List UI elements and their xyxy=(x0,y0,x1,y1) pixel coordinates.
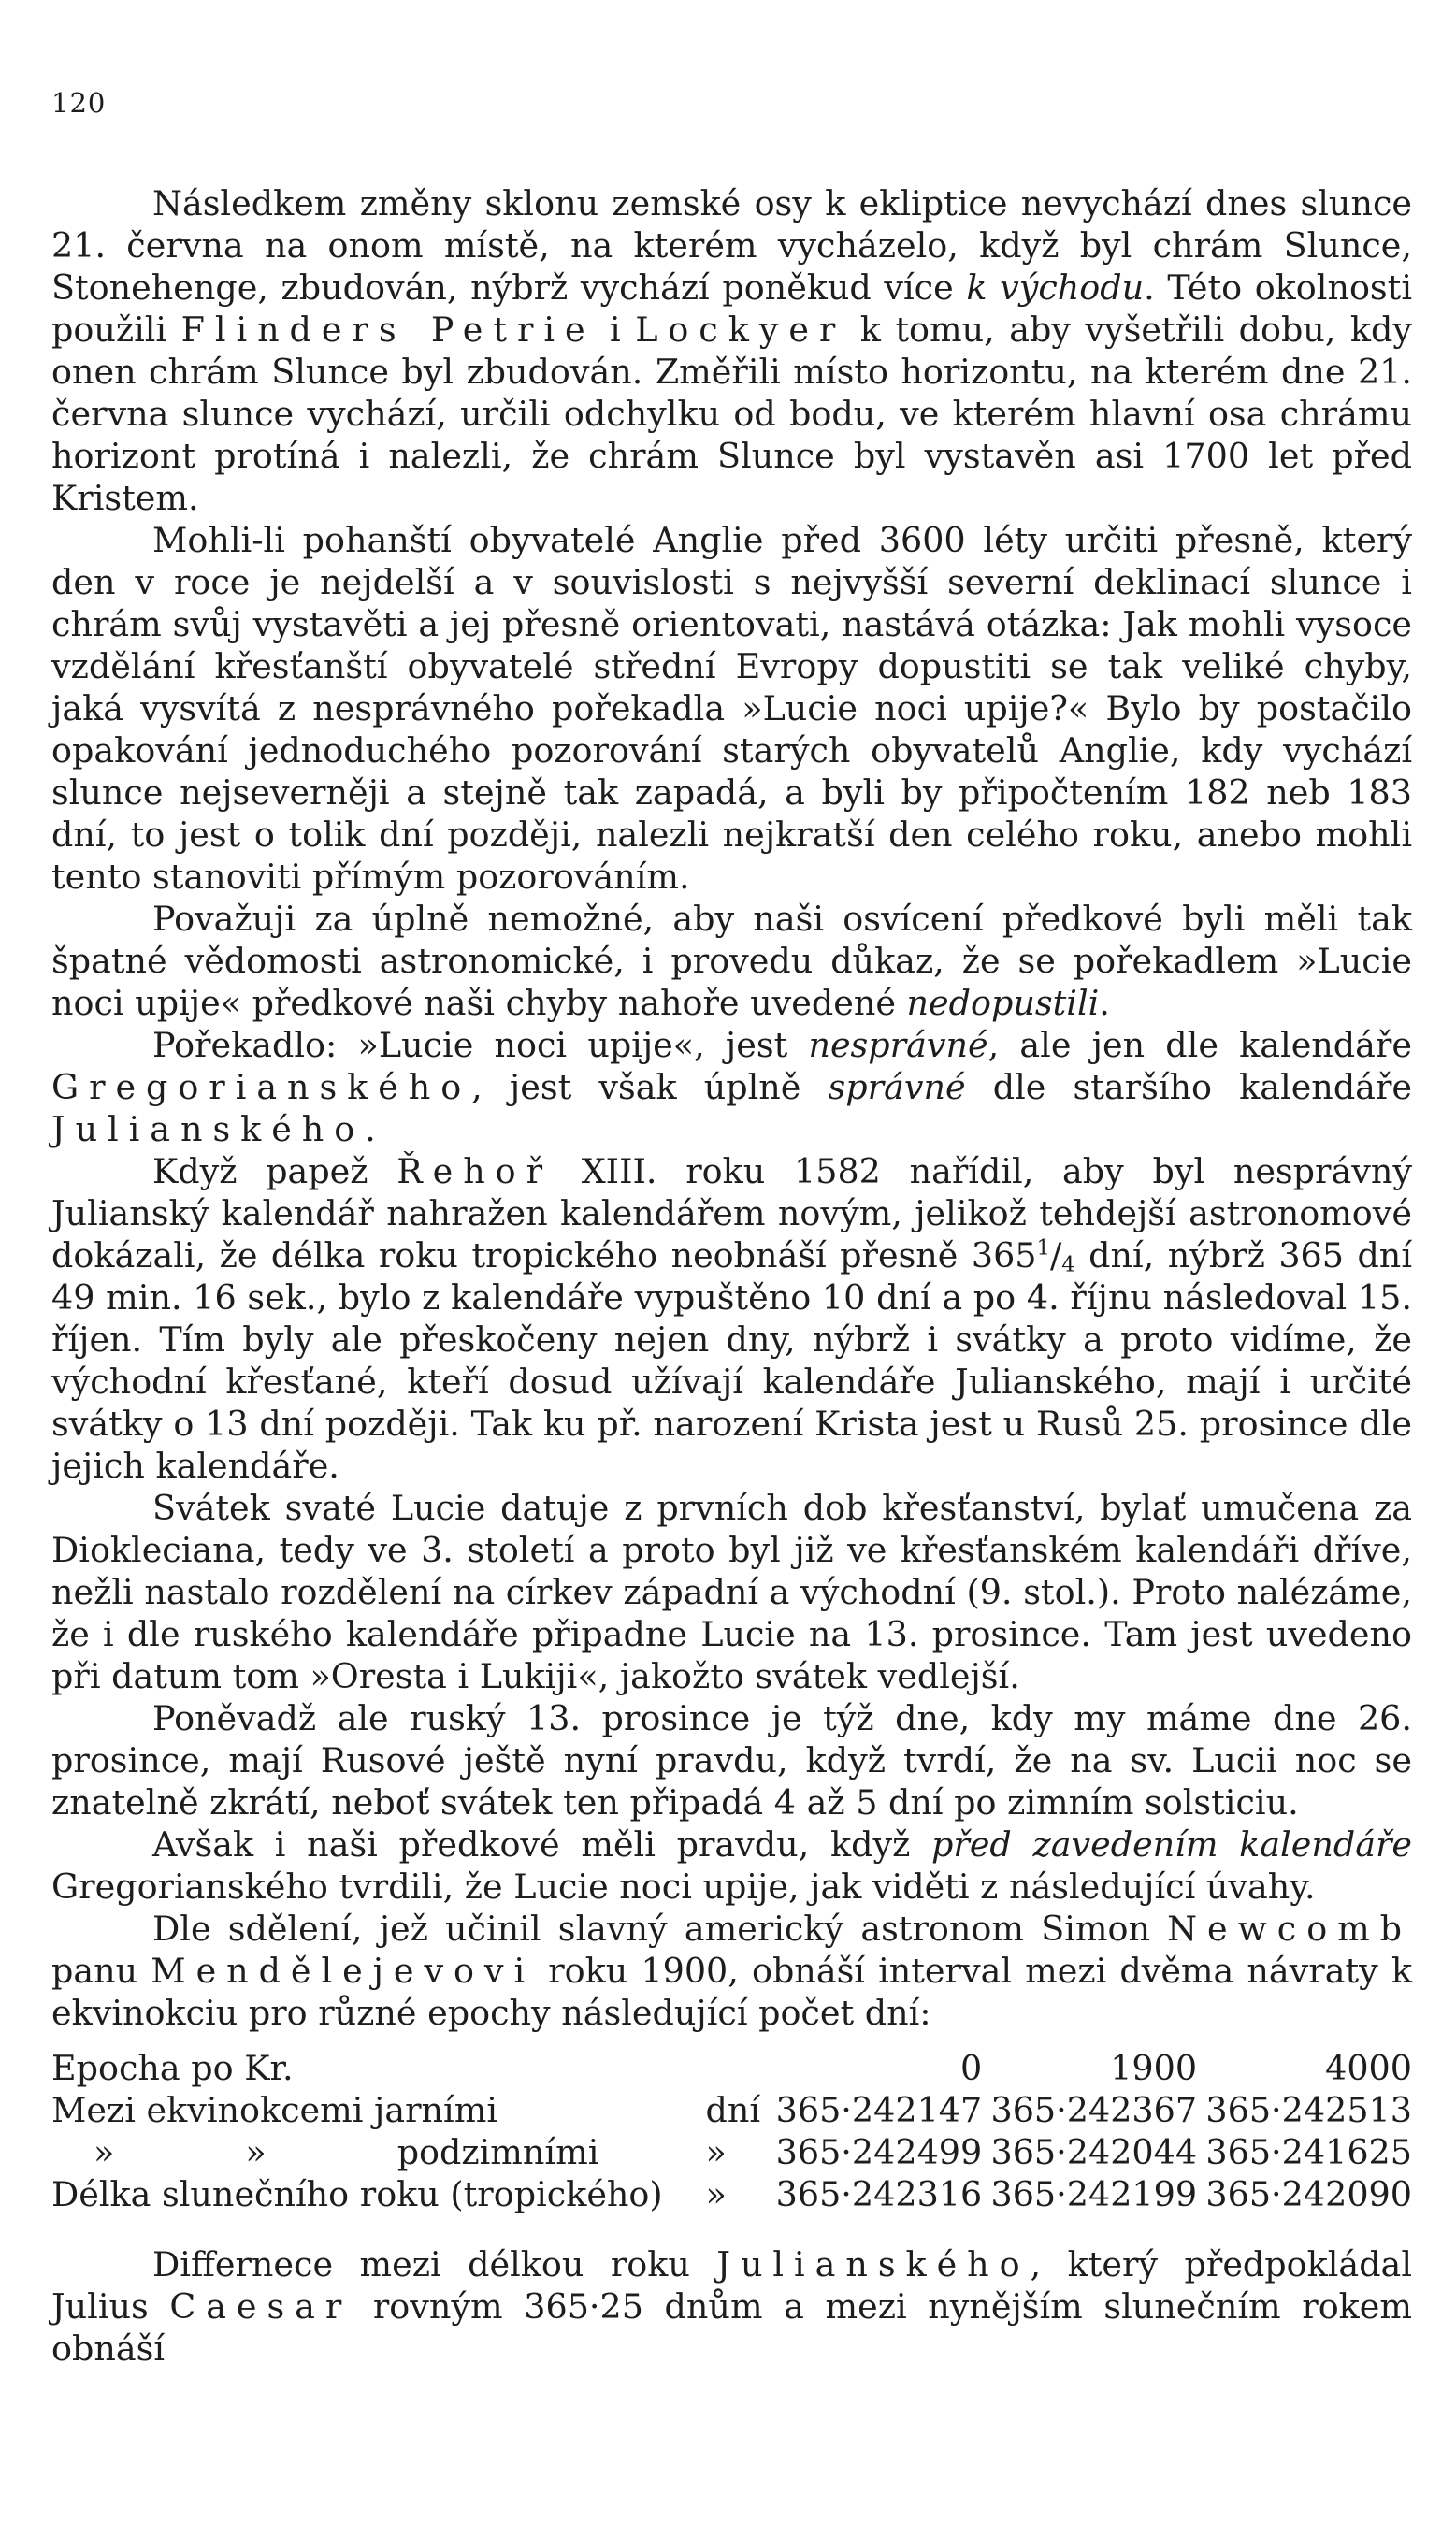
text-run-italic: nesprávné xyxy=(808,1025,988,1065)
header-epoch-1900: 1900 xyxy=(1110,2048,1198,2088)
cell-value: 365·242199 xyxy=(990,2174,1198,2214)
text-run: Pořekadlo: »Lucie noci upije«, jest xyxy=(152,1025,809,1065)
text-run-spaced: Flinders Petrie xyxy=(180,310,596,350)
text-run: , ale jen dle kalendáře xyxy=(987,1025,1412,1065)
text-run: Differnece mezi délkou roku xyxy=(152,2244,717,2285)
text-run: Svátek svaté Lucie datuje z prvních dob křesťanství, bylať umučena za Diokleciana, tedy ve 3. století a proto byl již ve křesťanském kalendáři dříve, nežli nastalo rozdělení na církev západní a východní (9. stol.). Proto nalézáme, že i dle ruského kalendáře připadne Lucie na 13. prosince. Tam jest uvedeno při datum tom »Oresta i Lukiji«, jakožto svátek vedlejší. xyxy=(51,1488,1412,1696)
row-label: podzimními xyxy=(396,2132,599,2172)
text-run: Avšak i naši předkové měli pravdu, když xyxy=(152,1824,932,1865)
text-run-spaced: Gregorianského xyxy=(51,1067,472,1107)
text-run-spaced: Newcomb xyxy=(1167,1909,1412,1949)
paragraph xyxy=(51,1908,1412,2034)
text-run-spaced: Julianského xyxy=(51,1109,366,1149)
cell-value: 365·242316 xyxy=(775,2174,983,2214)
text-run-spaced: Lockyer xyxy=(635,310,846,350)
table-row xyxy=(51,2131,1412,2173)
text-run-spaced: Caesar xyxy=(169,2286,353,2327)
text-run-spaced: Julianského xyxy=(716,2244,1031,2285)
paragraph xyxy=(51,898,1412,1024)
text-run: Když papež xyxy=(152,1151,397,1191)
paragraph xyxy=(51,1823,1412,1908)
text-run: Považuji za úplně nemožné, aby naši osvícení předkové byli měli tak špatné vědomosti astronomické, i provedu důkaz, že se pořekadlem »Lucie noci upije« předkové naši chyby nahoře uvedené xyxy=(51,899,1412,1023)
paragraph xyxy=(51,182,1412,519)
text-run: XIII. roku 1582 nařídil, aby byl nesprávný Julianský kalendář nahražen kalendářem novým, jelikož tehdejší astronomové dokázali, že délka roku tropického neobnáší přesně xyxy=(51,1151,1412,1276)
row-label: Délka slunečního roku (tropického) xyxy=(51,2174,663,2214)
cell-value: 365·241625 xyxy=(1205,2132,1412,2172)
text-run-italic: správné xyxy=(828,1067,966,1107)
text-run-italic: před zavedením kalendáře xyxy=(931,1824,1412,1865)
row-unit: dní xyxy=(705,2090,761,2130)
text-run: . xyxy=(365,1109,376,1149)
text-run: . Této okolnosti použili xyxy=(51,267,1412,350)
paragraph xyxy=(51,1697,1412,1823)
paragraph xyxy=(51,1150,1412,1487)
paragraph xyxy=(51,1024,1412,1150)
text-run-italic: k východu xyxy=(966,267,1145,308)
cell-value: 365·242367 xyxy=(990,2090,1198,2130)
cell-value: 365·242044 xyxy=(990,2132,1198,2172)
body-text xyxy=(51,182,1412,2370)
text-run-spaced: Mendělejevovi xyxy=(151,1951,536,1991)
table-header-row xyxy=(51,2047,1412,2089)
header-epoch-4000: 4000 xyxy=(1325,2048,1412,2088)
text-run: dní, nýbrž 365 dní 49 min. 16 sek., bylo z kalendáře vypuštěno 10 dní a po 4. říjnu následoval 15. říjen. Tím byly ale přeskočeny nejen dny, nýbrž i svátky a proto vidíme, že východní křesťané, kteří dosud užívají kalendáře Julianského, mají i určité svátky o 13 dní později. Tak ku př. narození Krista jest u Rusů 25. prosince dle jejich kalendáře. xyxy=(51,1235,1412,1486)
fraction-numerator: 1 xyxy=(1036,1235,1050,1261)
text-run-spaced: Řehoř xyxy=(396,1151,553,1191)
header-epoch-0: 0 xyxy=(960,2048,983,2088)
text-run: dle staršího kalendáře xyxy=(965,1067,1412,1107)
cell-value: 365·242499 xyxy=(775,2132,983,2172)
text-run: rovným 365·25 dnům a mezi nynějším slunečním rokem obnáší xyxy=(51,2286,1412,2369)
ditto-mark: » xyxy=(94,2132,115,2172)
equinox-table xyxy=(51,2047,1412,2215)
row-label: Mezi ekvinokcemi jarními xyxy=(51,2090,498,2130)
table-row xyxy=(51,2089,1412,2131)
text-run: Dle sdělení, jež učinil slavný americký astronom Simon xyxy=(152,1909,1168,1949)
text-run-italic: nedopustili xyxy=(906,983,1100,1023)
text-run: . xyxy=(1099,983,1110,1023)
cell-value: 365·242513 xyxy=(1205,2090,1412,2130)
page-number: 120 xyxy=(51,87,107,119)
paragraph xyxy=(51,2243,1412,2370)
text-run: Gregorianského tvrdili, že Lucie noci upije, jak viděti z následující úvahy. xyxy=(51,1867,1316,1907)
header-unit xyxy=(706,2047,773,2089)
row-unit: » xyxy=(705,2174,727,2214)
text-run: roku 1900, obnáší interval mezi dvěma návraty k ekvinokciu pro různé epochy následující počet dní: xyxy=(51,1951,1412,2033)
table-row xyxy=(51,2173,1412,2215)
text-run: Mohli-li pohanští obyvatelé Anglie před 3600 léty určiti přesně, který den v roce je nejdelší a v souvislosti s nejvyšší severní deklinací slunce i chrám svůj vystavěti a jej přesně orientovati, nastává otázka: Jak mohli vysoce vzdělání křesťanští obyvatelé střední Evropy dopustiti se tak veliké chyby, jaká vysvítá z nesprávného pořekadla »Lucie noci upije?« Bylo by postačilo opakování jednoduchého pozorování starých obyvatelů Anglie, kdy vychází slunce nejseverněji a stejně tak zapadá, a byli by připočtením 182 neb 183 dní, to jest o tolik dní později, nalezli nejkratší den celého roku, anebo mohli tento stanoviti přímým pozorováním. xyxy=(51,520,1412,897)
cell-value: 365·242147 xyxy=(775,2090,983,2130)
paragraph xyxy=(51,519,1412,898)
header-label: Epocha po Kr. xyxy=(51,2048,294,2088)
fraction-whole: 365 xyxy=(971,1235,1037,1276)
text-run: i xyxy=(595,310,636,350)
fraction-denominator: 4 xyxy=(1061,1252,1075,1277)
text-run: Poněvadž ale ruský 13. prosince je týž dne, kdy my máme dne 26. prosince, mají Rusové ještě nyní pravdu, když tvrdí, že na sv. Lucii noc se znatelně zkrátí, neboť svátek ten připadá 4 až 5 dní po zimním solsticiu. xyxy=(51,1698,1412,1823)
cell-value: 365·242090 xyxy=(1205,2174,1412,2214)
text-run: k tomu, aby vyšetřili dobu, kdy onen chrám Slunce byl zbudován. Změřili místo horizontu, na kterém dne 21. června slunce vychází, určili odchylku od bodu, ve kterém hlavní osa chrámu horizont protíná i nalezli, že chrám Slunce byl vystavěn asi 1700 let před Kristem. xyxy=(51,310,1412,518)
fraction-slash: / xyxy=(1049,1235,1062,1276)
text-run: , který předpokládal Julius xyxy=(51,2244,1412,2327)
text-run: , jest však úplně xyxy=(471,1067,829,1107)
fraction-365-quarter xyxy=(972,1235,1075,1276)
text-run: Následkem změny sklonu zemské osy k ekliptice nevychází dnes slunce 21. června na onom místě, na kterém vycházelo, když byl chrám Slunce, Stonehenge, zbudován, nýbrž vychází poněkud více xyxy=(51,183,1412,308)
row-unit: » xyxy=(705,2132,727,2172)
text-run: panu xyxy=(51,1951,151,1991)
ditto-mark: » xyxy=(245,2132,267,2172)
paragraph xyxy=(51,1487,1412,1697)
row-label-ditto xyxy=(51,2131,706,2173)
